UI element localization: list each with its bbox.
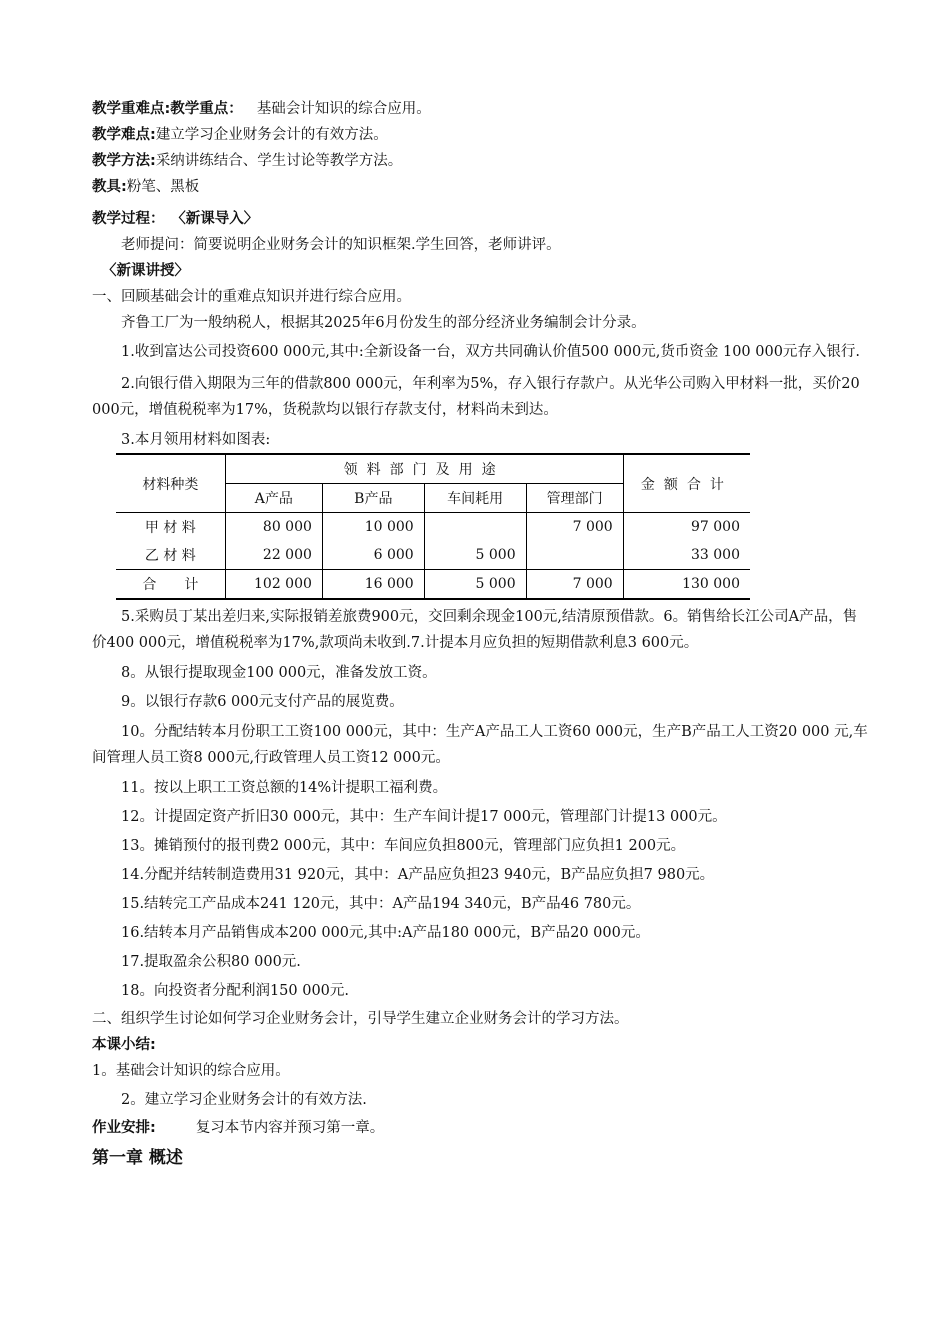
cell-a: 22 000 — [225, 541, 322, 570]
item-12: 12。计提固定资产折旧30 000元，其中：生产车间计提17 000元，管理部门计提13 000元。 — [121, 809, 727, 825]
method-text: 采纳讲练结合、学生讨论等教学方法。 — [155, 153, 403, 169]
section-2: 二、组织学生讨论如何学习企业财务会计，引导学生建立企业财务会计的学习方法。 — [92, 1011, 629, 1027]
table-row — [116, 513, 750, 542]
homework-label: 作业安排: — [92, 1120, 156, 1136]
summary-label: 本课小结: — [92, 1037, 156, 1053]
tools-line — [92, 174, 870, 200]
homework-line — [92, 1115, 870, 1141]
teach-title: 〈新课讲授〉 — [102, 263, 189, 279]
summary-point-2: 2。建立学习企业财务会计的有效方法. — [121, 1092, 367, 1108]
difficulty-text: 建立学习企业财务会计的有效方法。 — [155, 127, 388, 143]
intro-title: 〈新课导入〉 — [178, 211, 259, 227]
total-row-name: 合 计 — [116, 570, 225, 600]
cell-admin — [526, 541, 623, 570]
total-total: 130 000 — [623, 570, 750, 600]
item-8: 8。从银行提取现金100 000元，准备发放工资。 — [121, 665, 437, 681]
case-intro: 齐鲁工厂为一般纳税人，根据其2025年6月份发生的部分经济业务编制会计分录。 — [121, 315, 646, 331]
key-points-line — [92, 96, 870, 122]
total-b: 16 000 — [322, 570, 424, 600]
col-category-header: 材料种类 — [116, 454, 225, 513]
item-14: 14.分配并结转制造费用31 920元，其中：A产品应负担23 940元，B产品应负担7 980元。 — [121, 867, 715, 883]
row-name: 甲 材 料 — [116, 513, 225, 542]
cell-workshop: 5 000 — [424, 541, 526, 570]
cell-workshop — [424, 513, 526, 542]
key-points-text: 基础会计知识的综合应用。 — [256, 101, 431, 117]
tools-label: 教具: — [92, 179, 127, 195]
key-points-label: 教学重难点:教学重点： — [92, 101, 243, 117]
item-10: 10。分配结转本月份职工工资100 000元，其中：生产A产品工人工资60 000元，生产B产品工人工资20 000 元,车间管理人员工资8 000元,行政管理人员工资12 000元。 — [92, 724, 868, 766]
col-a-header: A产品 — [225, 484, 322, 513]
materials-table — [116, 453, 750, 600]
difficulty-line — [92, 122, 870, 148]
homework-text: 复习本节内容并预习第一章。 — [195, 1120, 385, 1136]
item-17: 17.提取盈余公积80 000元. — [121, 954, 301, 970]
cell-admin: 7 000 — [526, 513, 623, 542]
item-11: 11。按以上职工工资总额的14%计提职工福利费。 — [121, 780, 448, 796]
item-15: 15.结转完工产品成本241 120元，其中：A产品194 340元，B产品46 780元。 — [121, 896, 641, 912]
process-label: 教学过程： — [92, 211, 165, 227]
cell-total: 33 000 — [691, 547, 740, 563]
item-2: 2.向银行借入期限为三年的借款800 000元，年利率为5%，存入银行存款户。从光华公司购入甲材料一批，买价20 000元，增值税税率为17%，货税款均以银行存款支付，材料尚未到达。 — [92, 376, 860, 418]
cell-total: 97 000 — [623, 513, 750, 542]
cell-b: 6 000 — [322, 541, 424, 570]
method-label: 教学方法: — [92, 153, 156, 169]
col-admin-header: 管理部门 — [526, 484, 623, 513]
cell-a: 80 000 — [225, 513, 322, 542]
total-a: 102 000 — [225, 570, 322, 600]
intro-text: 老师提问：简要说明企业财务会计的知识框架.学生回答，老师讲评。 — [121, 237, 561, 253]
item-18: 18。向投资者分配利润150 000元. — [121, 983, 350, 999]
table-row — [116, 541, 750, 570]
summary-point-1: 1。基础会计知识的综合应用。 — [92, 1063, 290, 1079]
col-workshop-header: 车间耗用 — [424, 484, 526, 513]
table-total-row — [116, 570, 750, 600]
total-admin: 7 000 — [526, 570, 623, 600]
section-1: 一、回顾基础会计的重难点知识并进行综合应用。 — [92, 289, 411, 305]
item-1: 1.收到富达公司投资600 000元,其中:全新设备一台，双方共同确认价值500 000元,货币资金 100 000元存入银行. — [121, 344, 861, 360]
item-9: 9。以银行存款6 000元支付产品的展览费。 — [121, 694, 404, 710]
group-header: 领料部门及用途 — [225, 454, 623, 484]
chapter-title: 第一章 概述 — [92, 1148, 183, 1168]
col-b-header: B产品 — [322, 484, 424, 513]
item-13: 13。摊销预付的报刊费2 000元，其中：车间应负担800元，管理部门应负担1 200元。 — [121, 838, 686, 854]
item-5-7: 5.采购员丁某出差归来,实际报销差旅费900元，交回剩余现金100元,结清原预借款。6。销售给长江公司A产品，售价400 000元，增值税税率为17%,款项尚未收到.7.计提本月应负担的短期借款利息3 600元。 — [92, 609, 858, 651]
total-workshop: 5 000 — [424, 570, 526, 600]
tools-text: 粉笔、黑板 — [126, 179, 200, 195]
method-line — [92, 148, 870, 174]
process-line — [92, 206, 870, 232]
cell-b: 10 000 — [322, 513, 424, 542]
item-16: 16.结转本月产品销售成本200 000元,其中:A产品180 000元，B产品20 000元。 — [121, 925, 650, 941]
col-total-header: 金额合计 — [623, 454, 750, 513]
difficulty-label: 教学难点: — [92, 127, 156, 143]
item-3: 3.本月领用材料如图表: — [121, 432, 271, 448]
document-page — [92, 96, 870, 1173]
row-name: 乙 材 料 — [116, 541, 225, 570]
